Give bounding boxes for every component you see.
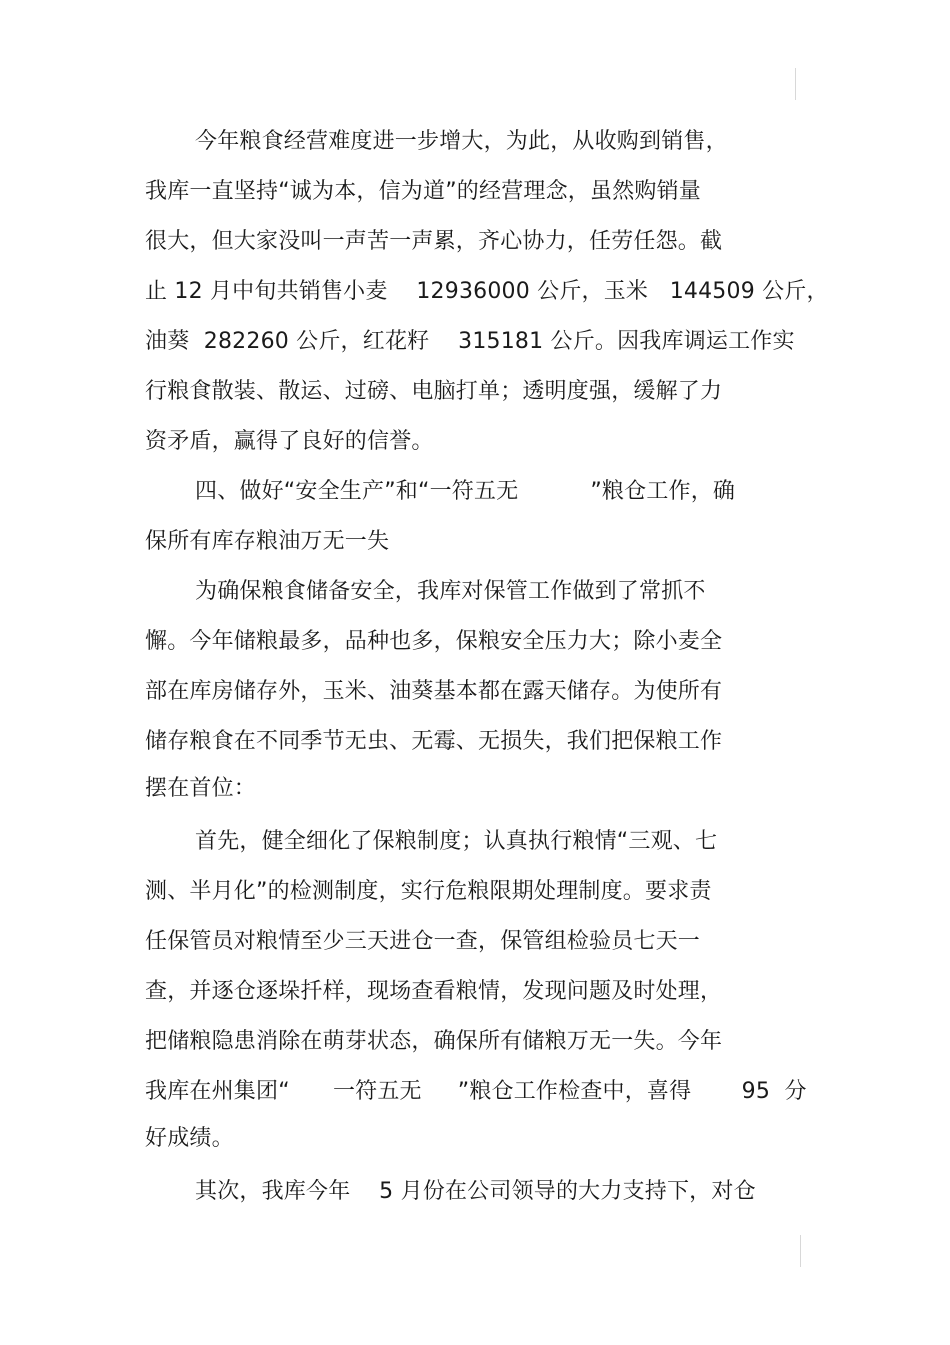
- paragraph-line-3: 很大，但大家没叫一声苦一声累，齐心协力，任劳任怨。截: [145, 229, 723, 254]
- paragraph-line-17: 把储粮隐患消除在萌芽状态，确保所有储粮万无一失。今年: [145, 1029, 723, 1054]
- paragraph-line-5: 油葵 282260 公斤，红花籽 315181 公斤。因我库调运工作实: [145, 329, 795, 354]
- paragraph-line-15: 任保管员对粮情至少三天进仓一查，保管组检验员七天一: [145, 929, 701, 954]
- page-corner-mark-top: [795, 68, 796, 100]
- page-corner-mark-bottom: [800, 1235, 801, 1267]
- paragraph-line-19: 好成绩。: [145, 1126, 234, 1151]
- paragraph-line-1: 今年粮食经营难度进一步增大，为此，从收购到销售，: [195, 129, 728, 154]
- paragraph-line-6: 行粮食散装、散运、过磅、电脑打单；透明度强，缓解了力: [145, 379, 723, 404]
- paragraph-line-10: 部在库房储存外，玉米、油葵基本都在露天储存。为使所有: [145, 679, 723, 704]
- section-heading-line-1: 四、做好“安全生产”和“一符五无 ”粮仓工作，确: [195, 479, 736, 504]
- paragraph-line-18: 我库在州集团“ 一符五无 ”粮仓工作检查中，喜得 95 分: [145, 1079, 807, 1104]
- paragraph-line-12: 摆在首位：: [145, 776, 257, 801]
- paragraph-line-2: 我库一直坚持“诚为本，信为道”的经营理念，虽然购销量: [145, 179, 701, 204]
- paragraph-line-4: 止 12 月中旬共销售小麦 12936000 公斤，玉米 144509 公斤，: [145, 279, 829, 304]
- paragraph-line-16: 查，并逐仓逐垛扦样，现场查看粮情，发现问题及时处理，: [145, 979, 723, 1004]
- paragraph-line-13: 首先，健全细化了保粮制度；认真执行粮情“三观、七: [195, 829, 718, 854]
- paragraph-line-11: 储存粮食在不同季节无虫、无霉、无损失，我们把保粮工作: [145, 729, 723, 754]
- paragraph-line-8: 为确保粮食储备安全，我库对保管工作做到了常抓不: [195, 579, 706, 604]
- paragraph-line-7: 资矛盾，赢得了良好的信誉。: [145, 429, 434, 454]
- paragraph-line-20: 其次，我库今年 5 月份在公司领导的大力支持下，对仓: [195, 1179, 756, 1204]
- paragraph-line-9: 懈。今年储粮最多，品种也多，保粮安全压力大；除小麦全: [145, 629, 723, 654]
- paragraph-line-14: 测、半月化”的检测制度，实行危粮限期处理制度。要求责: [145, 879, 712, 904]
- section-heading-line-2: 保所有库存粮油万无一失: [145, 529, 390, 554]
